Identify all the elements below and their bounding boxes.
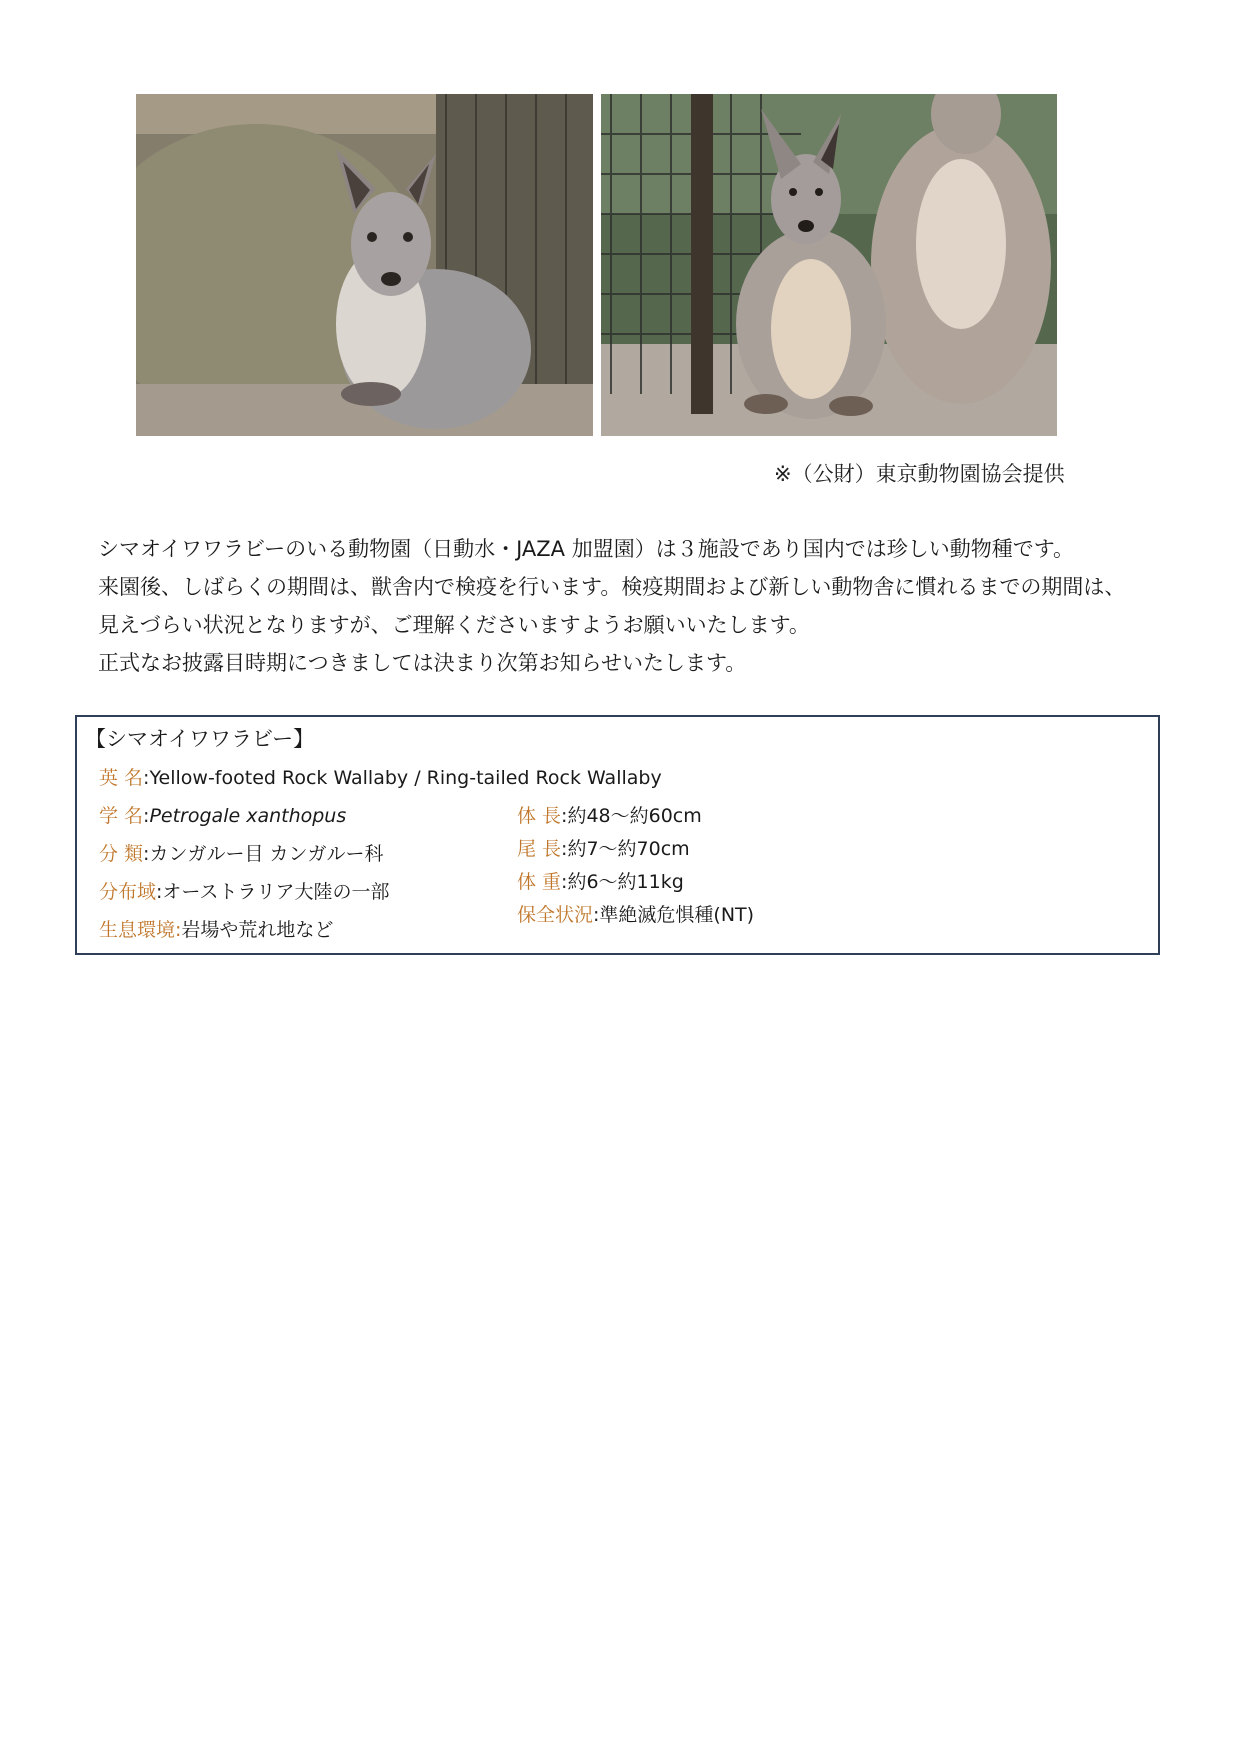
- scientific-name-row: 学 名:Petrogale xanthopus: [99, 805, 347, 827]
- photo-credit: ※（公財）東京動物園協会提供: [774, 462, 1065, 486]
- body-length-label: 体 長: [517, 805, 562, 827]
- english-name-label: 英 名: [99, 767, 144, 789]
- classification-label: 分 類: [99, 843, 144, 865]
- conservation-row: 保全状況:準絶滅危惧種(NT): [517, 904, 755, 926]
- classification-row: 分 類:カンガルー目 カンガルー科: [99, 843, 384, 865]
- tail-length-row: 尾 長:約7～約70cm: [517, 838, 690, 860]
- species-info-box: [75, 715, 1160, 955]
- habitat-value: 岩場や荒れ地など: [181, 919, 334, 941]
- weight-row: 体 重:約6～約11kg: [517, 871, 684, 893]
- wallaby-photo-left-image: [136, 94, 593, 436]
- body-length-row: 体 長:約48～約60cm: [517, 805, 702, 827]
- tail-length-value: 約7～約70cm: [567, 838, 690, 860]
- weight-label: 体 重: [517, 871, 562, 893]
- distribution-label: 分布域: [99, 881, 157, 903]
- classification-value: カンガルー目 カンガルー科: [149, 843, 384, 865]
- conservation-value: 準絶滅危惧種(NT): [599, 904, 755, 926]
- habitat-row: 生息環境:岩場や荒れ地など: [99, 919, 334, 941]
- scientific-name-value: Petrogale xanthopus: [149, 805, 347, 827]
- wallaby-photo-left: [136, 94, 593, 436]
- intro-line: 見えづらい状況となりますが、ご理解くださいますようお願いいたします。: [98, 613, 810, 637]
- english-name-row: 英 名:Yellow-footed Rock Wallaby / Ring-tailed Rock Wallaby: [99, 767, 662, 789]
- species-title: 【シマオイワワラビー】: [85, 727, 315, 751]
- weight-value: 約6～約11kg: [567, 871, 684, 893]
- distribution-row: 分布域:オーストラリア大陸の一部: [99, 881, 390, 903]
- intro-line: シマオイワワラビーのいる動物園（日動水・JAZA 加盟園）は３施設であり国内では珍しい動物種です。: [98, 537, 1075, 561]
- english-name-value: Yellow-footed Rock Wallaby / Ring-tailed Rock Wallaby: [149, 767, 662, 789]
- tail-length-label: 尾 長: [517, 838, 562, 860]
- habitat-label: 生息環境: [99, 919, 176, 941]
- scientific-name-label: 学 名: [99, 805, 144, 827]
- wallaby-photo-right: [601, 94, 1057, 436]
- conservation-label: 保全状況: [517, 904, 594, 926]
- wallaby-photo-right-image: [601, 94, 1057, 436]
- intro-line: 正式なお披露目時期につきましては決まり次第お知らせいたします。: [98, 651, 747, 675]
- distribution-value: オーストラリア大陸の一部: [162, 881, 390, 903]
- intro-text: [98, 530, 1158, 682]
- intro-line: 来園後、しばらくの期間は、獣舎内で検疫を行います。検疫期間および新しい動物舎に慣れるまでの期間は、: [98, 575, 1126, 599]
- body-length-value: 約48～約60cm: [567, 805, 702, 827]
